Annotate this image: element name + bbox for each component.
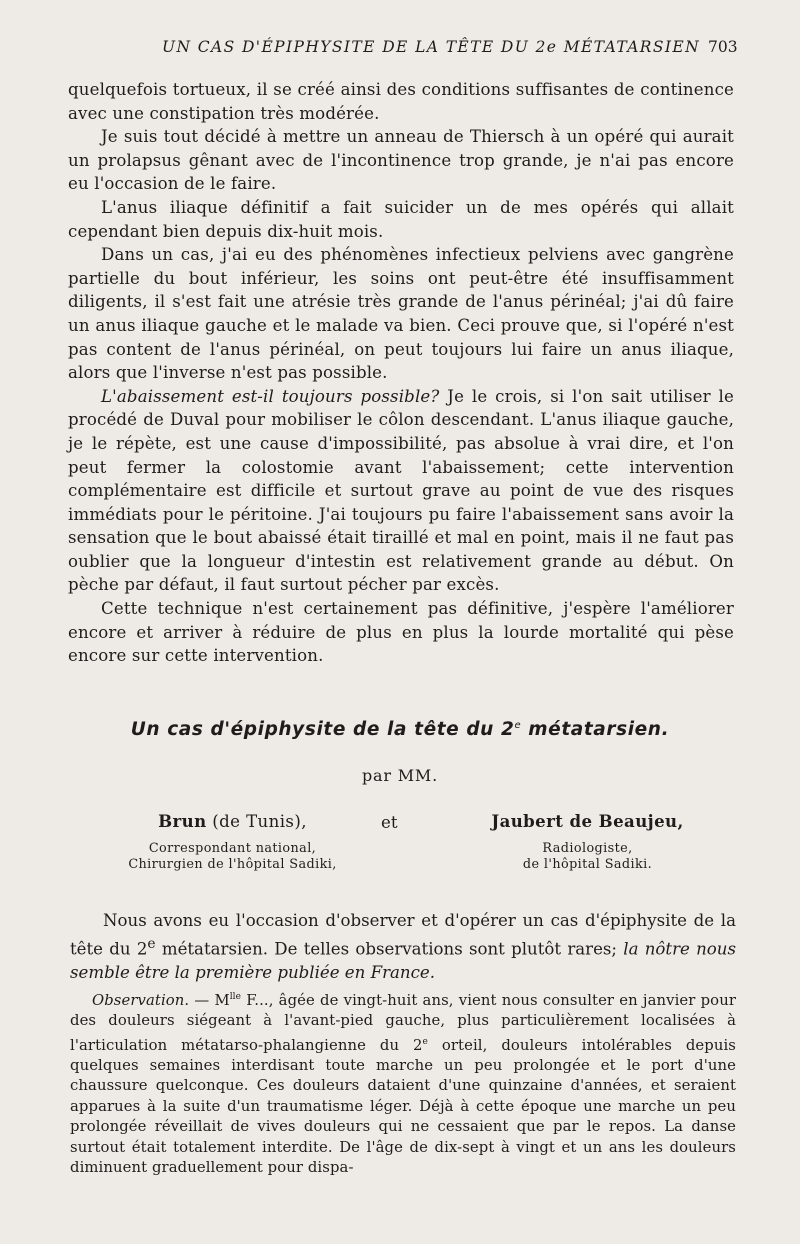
body-paragraph bbox=[68, 385, 734, 597]
author-affiliation: de l'hôpital Sadiki. bbox=[522, 857, 653, 872]
intro-text-italic: la nôtre nous semble être la première publiée en France. bbox=[70, 939, 736, 982]
article-title bbox=[0, 719, 800, 740]
author-name bbox=[90, 813, 375, 831]
intro-text bbox=[70, 909, 736, 984]
question-rest: Je le crois, si l'on sait utiliser le procédé de Duval pour mobiliser le côlon descendant. L'anus iliaque gauche, je le répète, est une cause d'impossibilité, pas absolue à vrai dire, et l'on peut fermer la colostomie avant l'abaissement; cette intervention complémentaire est difficile et surtout grave au point de vue des risques immédiats pour le péritoine. J'ai toujours pu faire l'abaissement sans avoir la sensation que le bout abaissé était tiraillé et mal en point, mais il ne faut pas oublier que la longueur d'intestin est relativement grande au début. On pèche par défaut, il faut surtout pécher par excès. bbox=[68, 386, 734, 595]
author-name bbox=[455, 813, 720, 831]
intro-sup: e bbox=[147, 935, 156, 952]
body-paragraph: Dans un cas, j'ai eu des phénomènes infectieux pelviens avec gangrène partielle du bout inférieur, les soins ont peut-être été insuffisamment diligents, il s'est fait une atrésie très grande de l'anus périnéal; j'ai dû faire un anus iliaque gauche et le malade va bien. Ceci prouve que, si l'opéré n'est pas content de l'anus périnéal, on peut toujours lui faire un anus iliaque, alors que l'inverse n'est pas possible. bbox=[68, 245, 734, 383]
observation-text-c: orteil, douleurs intolérables depuis quelques semaines interdisant toute marche un peu prolongée et le port d'une chaussure quelconque. Ces douleurs dataient d'une quinzaine d'années, et seraient apparues à la suite d'un traumatisme léger. Déjà à cette époque une marche un peu prolongée réveillait de vives douleurs qui ne cessaient que par le repos. La danse surtout était totalement interdite. De l'âge de dix-sept à vingt et un ans les douleurs diminuent graduellement pour dispa- bbox=[70, 1036, 736, 1177]
article-title-end: métatarsien. bbox=[521, 719, 670, 740]
author-affiliation: Correspondant national, bbox=[148, 840, 317, 856]
author-name-bold: Brun bbox=[158, 811, 207, 831]
observation-sup: lle bbox=[229, 992, 242, 1002]
body-paragraph: Cette technique n'est certainement pas définitive, j'espère l'améliorer encore et arriver à réduire de plus en plus la lourde mortalité qui pèse encore sur cette intervention. bbox=[68, 599, 734, 666]
observation-paragraph bbox=[70, 987, 736, 1179]
intro-text-mid: métatarsien. De telles observations sont plutôt rares; bbox=[155, 939, 624, 959]
author-affiliation: Radiologiste, bbox=[542, 840, 633, 856]
author-name-rest: (de Tunis), bbox=[206, 812, 307, 831]
intro-text-start: Nous avons eu l'occasion d'observer et d'opérer un cas d'épiphysite de la tête du 2 bbox=[70, 911, 736, 959]
question-italic: L'abaissement est-il toujours possible? bbox=[101, 386, 440, 406]
body-paragraph: Je suis tout décidé à mettre un anneau de Thiersch à un opéré qui aurait un prolapsus gênant avec de l'incontinence trop grande, je n'ai pas encore eu l'occasion de le faire. bbox=[68, 127, 734, 194]
body-paragraph: L'anus iliaque définitif a fait suicider un de mes opérés qui allait cependant bien depuis dix-huit mois. bbox=[68, 197, 734, 241]
author-jaubert bbox=[455, 813, 720, 874]
previous-article-body bbox=[68, 78, 734, 668]
byline-par: par MM. bbox=[362, 766, 438, 785]
observation-text bbox=[70, 987, 736, 1179]
author-name-bold: Jaubert de Beaujeu, bbox=[491, 811, 684, 831]
observation-sup2: e bbox=[422, 1036, 428, 1047]
observation-lead: Observation. bbox=[92, 991, 190, 1009]
article-title-sup: e bbox=[514, 719, 522, 731]
body-paragraph: quelquefois tortueux, il se créé ainsi des conditions suffisantes de continence avec une constipation très modérée. bbox=[68, 80, 734, 123]
observation-text-b: F..., âgée de vingt-huit ans, vient nous consulter en janvier pour des douleurs siégeant à l'avant-pied gauche, plus particulièrement localisées à l'articulation métatarso-phalangienne du 2 bbox=[70, 991, 736, 1054]
page-number: 703 bbox=[708, 38, 738, 56]
observation-text-a: — M bbox=[189, 991, 230, 1009]
author-affiliation: Chirurgien de l'hôpital Sadiki, bbox=[128, 857, 337, 872]
author-brun bbox=[90, 813, 375, 874]
intro-paragraph bbox=[70, 909, 736, 984]
running-head-title: UN CAS D'ÉPIPHYSITE DE LA TÊTE DU 2e MÉTATARSIEN bbox=[162, 38, 701, 56]
author-connector: et bbox=[381, 813, 398, 832]
article-title-main: Un cas d'épiphysite de la tête du 2 bbox=[130, 719, 515, 740]
